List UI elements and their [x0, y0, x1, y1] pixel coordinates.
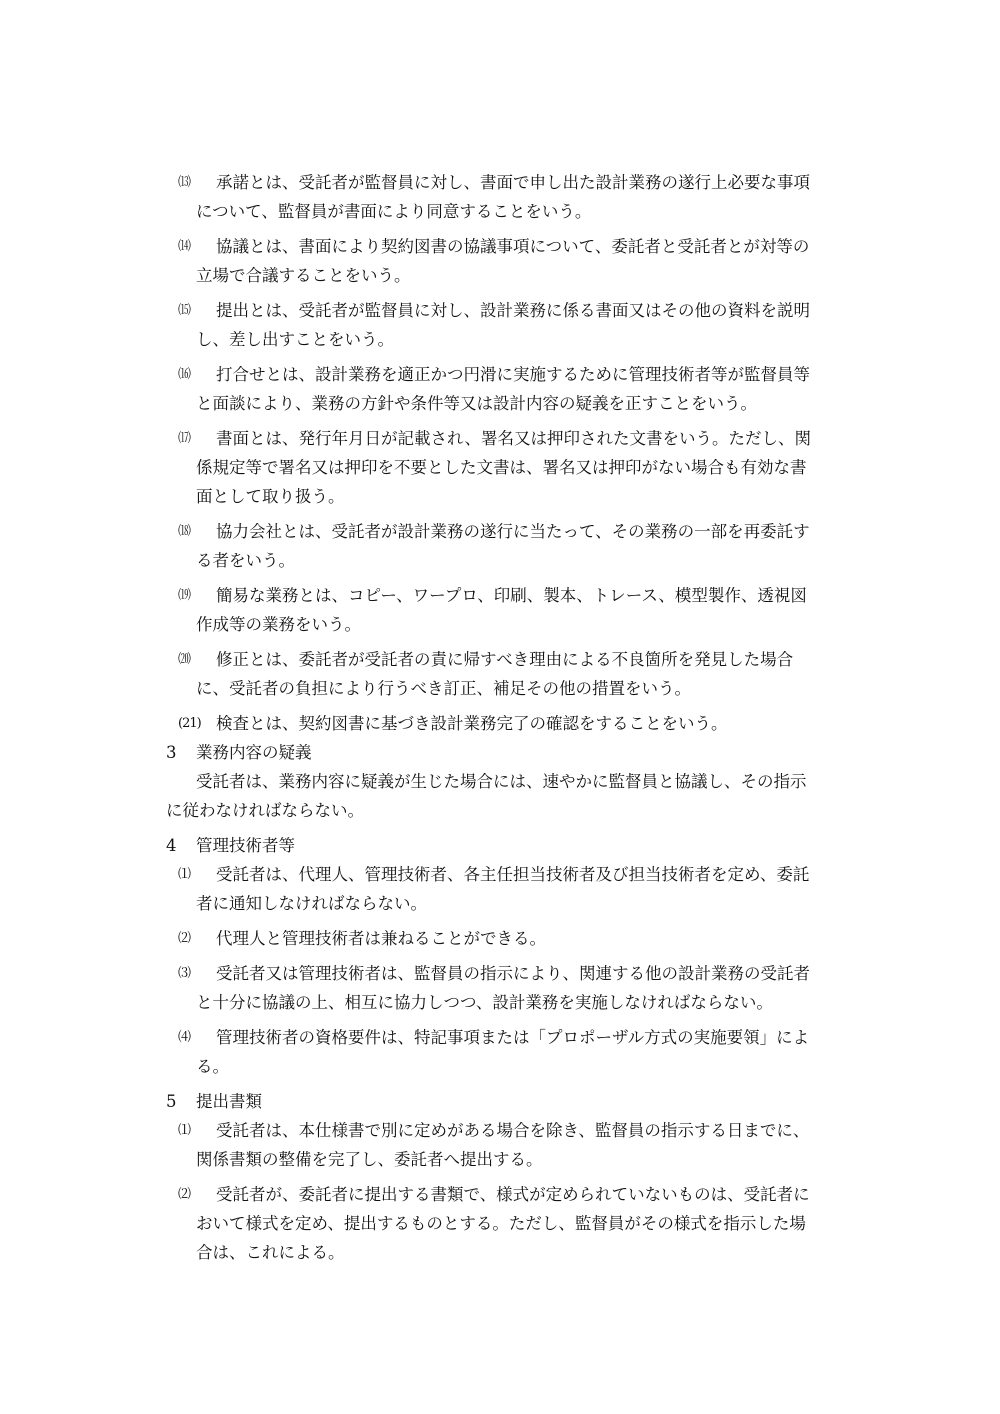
item-continuation	[160, 1052, 860, 1081]
item-text: 簡易な業務とは、コピー、ワープロ、印刷、製本、トレース、模型製作、透視図	[216, 586, 807, 605]
item-text: 係規定等で署名又は押印を不要とした文書は、署名又は押印がない場合も有効な書	[196, 458, 807, 477]
item-text: と面談により、業務の方針や条件等又は設計内容の疑義を正すことをいう。	[196, 394, 757, 413]
item-text: 受託者は、代理人、管理技術者、各主任担当技術者及び担当技術者を定め、委託	[216, 865, 810, 884]
item-continuation	[160, 674, 860, 703]
document-body	[160, 168, 860, 1267]
item-continuation	[160, 889, 860, 918]
item-text: 協力会社とは、受託者が設計業務の遂行に当たって、その業務の一部を再委託す	[216, 522, 810, 541]
item-continuation	[160, 261, 860, 290]
item-number: ⒃	[178, 367, 191, 382]
list-item	[160, 1023, 860, 1052]
item-number: ⒀	[178, 175, 191, 190]
definition-item-18	[160, 517, 860, 546]
section-heading-5	[160, 1087, 860, 1116]
section-number: 4	[166, 836, 177, 855]
definition-item-15	[160, 296, 860, 325]
item-text: 代理人と管理技術者は兼ねることができる。	[216, 929, 546, 948]
item-text: と十分に協議の上、相互に協力しつつ、設計業務を実施しなければならない。	[196, 993, 773, 1012]
section-number: 3	[166, 743, 177, 762]
item-number: ⑷	[178, 1030, 191, 1045]
section-title: 業務内容の疑義	[196, 743, 312, 762]
section-title: 提出書類	[196, 1092, 262, 1111]
item-text: 協議とは、書面により契約図書の協議事項について、委託者と受託者とが対等の	[216, 237, 810, 256]
list-item	[160, 959, 860, 988]
section-paragraph	[160, 796, 860, 825]
item-number: ⒆	[178, 588, 191, 603]
paragraph-text: 受託者は、業務内容に疑義が生じた場合には、速やかに監督員と協議し、その指示	[196, 772, 807, 791]
list-item	[160, 860, 860, 889]
item-text: 受託者が、委託者に提出する書類で、様式が定められていないものは、受託者に	[216, 1185, 810, 1204]
item-text: 管理技術者の資格要件は、特記事項または「プロポーザル方式の実施要領」によ	[216, 1028, 810, 1047]
item-text: 提出とは、受託者が監督員に対し、設計業務に係る書面又はその他の資料を説明	[216, 301, 810, 320]
item-continuation	[160, 1209, 860, 1238]
item-text: 合は、これによる。	[196, 1243, 345, 1262]
item-continuation	[160, 1145, 860, 1174]
item-text: し、差し出すことをいう。	[196, 330, 394, 349]
section-title: 管理技術者等	[196, 836, 295, 855]
item-continuation	[160, 453, 860, 482]
item-text: 作成等の業務をいう。	[196, 615, 361, 634]
item-number: ⑵	[178, 1187, 191, 1202]
item-text: おいて様式を定め、提出するものとする。ただし、監督員がその様式を指示した場	[196, 1214, 806, 1233]
item-number: ⑶	[178, 966, 191, 981]
definition-item-19	[160, 581, 860, 610]
item-text: 者に通知しなければならない。	[196, 894, 427, 913]
list-item	[160, 924, 860, 953]
item-number: ⒁	[178, 239, 191, 254]
item-number: ⑴	[178, 867, 191, 882]
item-text: 修正とは、委託者が受託者の責に帰すべき理由による不良箇所を発見した場合	[216, 650, 794, 669]
item-continuation	[160, 1238, 860, 1267]
item-continuation	[160, 197, 860, 226]
item-continuation	[160, 325, 860, 354]
paragraph-text: に従わなければならない。	[166, 801, 364, 820]
item-text: 面として取り扱う。	[196, 487, 345, 506]
item-number: ⑴	[178, 1123, 191, 1138]
list-item	[160, 1180, 860, 1209]
item-number: ⒄	[178, 431, 191, 446]
definition-item-16	[160, 360, 860, 389]
definition-item-14	[160, 232, 860, 261]
item-text: 検査とは、契約図書に基づき設計業務完了の確認をすることをいう。	[216, 714, 728, 733]
section-heading-4	[160, 831, 860, 860]
item-number: ⒅	[178, 524, 191, 539]
item-continuation	[160, 482, 860, 511]
definition-item-20	[160, 645, 860, 674]
item-number: ⑵	[178, 931, 191, 946]
item-continuation	[160, 546, 860, 575]
definition-item-13	[160, 168, 860, 197]
item-text: 関係書類の整備を完了し、委託者へ提出する。	[196, 1150, 543, 1169]
item-text: 立場で合議することをいう。	[196, 266, 411, 285]
item-text: に、受託者の負担により行うべき訂正、補足その他の措置をいう。	[196, 679, 691, 698]
item-text: る。	[196, 1057, 229, 1076]
section-heading-3	[160, 738, 860, 767]
item-text: について、監督員が書面により同意することをいう。	[196, 202, 592, 221]
list-item	[160, 1116, 860, 1145]
item-text: 受託者又は管理技術者は、監督員の指示により、関連する他の設計業務の受託者	[216, 964, 810, 983]
definition-item-17	[160, 424, 860, 453]
item-text: 承諾とは、受託者が監督員に対し、書面で申し出た設計業務の遂行上必要な事項	[216, 173, 810, 192]
item-continuation	[160, 389, 860, 418]
section-paragraph	[160, 767, 860, 796]
item-text: 書面とは、発行年月日が記載され、署名又は押印された文書をいう。ただし、関	[216, 429, 811, 448]
section-number: 5	[166, 1092, 177, 1111]
item-text: 打合せとは、設計業務を適正かつ円滑に実施するために管理技術者等が監督員等	[216, 365, 810, 384]
item-continuation	[160, 610, 860, 639]
definition-item-21	[160, 709, 860, 738]
item-number: ⒇	[178, 652, 191, 667]
item-number: (21)	[178, 716, 201, 731]
item-continuation	[160, 988, 860, 1017]
item-number: ⒂	[178, 303, 191, 318]
item-text: る者をいう。	[196, 551, 295, 570]
item-text: 受託者は、本仕様書で別に定めがある場合を除き、監督員の指示する日までに、	[216, 1121, 810, 1140]
